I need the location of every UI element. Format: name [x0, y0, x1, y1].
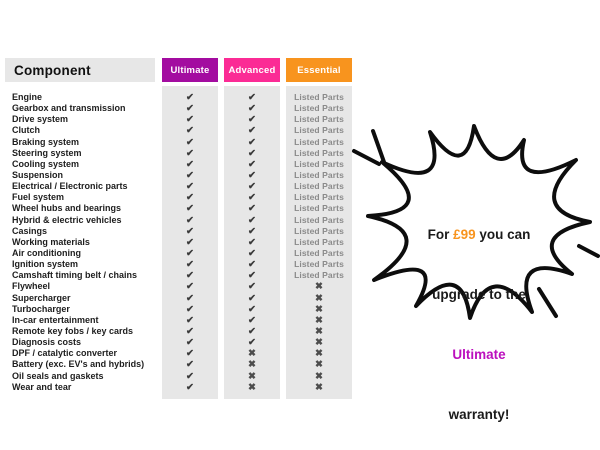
- table-row: [0, 125, 360, 136]
- check-icon: ✔: [186, 192, 194, 204]
- check-icon: ✔: [248, 192, 256, 204]
- table-row: [0, 226, 360, 237]
- check-icon: ✔: [186, 292, 194, 304]
- component-name: Turbocharger: [12, 303, 70, 314]
- check-icon: ✔: [186, 147, 194, 159]
- table-row: [0, 114, 360, 125]
- component-name: Casings: [12, 225, 48, 236]
- listed-parts-label: Listed Parts: [294, 147, 344, 158]
- table-row: [0, 371, 360, 382]
- check-icon: ✔: [186, 270, 194, 282]
- callout-ultimate: Ultimate: [452, 347, 506, 362]
- component-column-header: [5, 58, 155, 82]
- check-icon: ✔: [186, 247, 194, 259]
- component-name: Working materials: [12, 236, 90, 247]
- table-row: [0, 259, 360, 270]
- check-icon: ✔: [248, 314, 256, 326]
- check-icon: ✔: [186, 214, 194, 226]
- accent-line-top-left-2: [354, 151, 379, 164]
- check-icon: ✔: [248, 169, 256, 181]
- listed-parts-label: Listed Parts: [294, 181, 344, 192]
- table-row: [0, 337, 360, 348]
- table-row: [0, 304, 360, 315]
- check-icon: ✔: [186, 125, 194, 137]
- cross-icon: ✖: [315, 359, 323, 371]
- callout-line-2: upgrade to the: [432, 287, 526, 302]
- callout-text: [396, 185, 562, 450]
- check-icon: ✔: [186, 314, 194, 326]
- check-icon: ✔: [186, 370, 194, 382]
- check-icon: ✔: [186, 92, 194, 103]
- component-name: Steering system: [12, 147, 82, 158]
- component-name: Cooling system: [12, 158, 80, 169]
- callout-line-1: For £99 you can: [427, 227, 531, 242]
- component-name: Battery (exc. EV's and hybrids): [12, 359, 145, 370]
- check-icon: ✔: [248, 92, 256, 103]
- check-icon: ✔: [248, 147, 256, 159]
- component-name: Gearbox and transmission: [12, 103, 126, 114]
- listed-parts-label: Listed Parts: [294, 247, 344, 258]
- table-row: [0, 170, 360, 181]
- check-icon: ✔: [248, 259, 256, 271]
- cross-icon: ✖: [315, 370, 323, 382]
- component-name: Clutch: [12, 125, 40, 136]
- plan-header-ultimate: Ultimate: [162, 58, 218, 82]
- check-icon: ✔: [248, 136, 256, 148]
- plan-header-advanced: Advanced: [224, 58, 280, 82]
- check-icon: ✔: [186, 203, 194, 215]
- table-row: [0, 315, 360, 326]
- check-icon: ✔: [248, 203, 256, 215]
- check-icon: ✔: [186, 136, 194, 148]
- check-icon: ✔: [186, 158, 194, 170]
- component-name: Fuel system: [12, 192, 65, 203]
- listed-parts-label: Listed Parts: [294, 136, 344, 147]
- component-name: Engine: [12, 92, 43, 102]
- check-icon: ✔: [248, 158, 256, 170]
- component-name: Diagnosis costs: [12, 337, 82, 348]
- component-name: Drive system: [12, 114, 69, 125]
- table-row: [0, 382, 360, 393]
- check-icon: ✔: [186, 114, 194, 126]
- table-row: [0, 270, 360, 281]
- component-name: Ignition system: [12, 259, 79, 270]
- check-icon: ✔: [248, 114, 256, 126]
- accent-line-right: [579, 246, 598, 256]
- table-row: [0, 237, 360, 248]
- listed-parts-label: Listed Parts: [294, 158, 344, 169]
- table-row: [0, 348, 360, 359]
- table-row: [0, 293, 360, 304]
- check-icon: ✔: [248, 236, 256, 248]
- check-icon: ✔: [248, 292, 256, 304]
- component-name: Flywheel: [12, 281, 51, 292]
- component-name: Hybrid & electric vehicles: [12, 214, 122, 225]
- check-icon: ✔: [186, 303, 194, 315]
- component-name: DPF / catalytic converter: [12, 348, 118, 359]
- listed-parts-label: Listed Parts: [294, 203, 344, 214]
- check-icon: ✔: [186, 381, 194, 393]
- component-name: Suspension: [12, 169, 64, 180]
- cross-icon: ✖: [315, 325, 323, 337]
- cross-icon: ✖: [315, 348, 323, 360]
- table-row: [0, 215, 360, 226]
- check-icon: ✔: [248, 181, 256, 193]
- check-icon: ✔: [186, 103, 194, 115]
- component-name: Camshaft timing belt / chains: [12, 270, 138, 281]
- plan-header-essential: Essential: [286, 58, 352, 82]
- check-icon: ✔: [248, 225, 256, 237]
- listed-parts-label: Listed Parts: [294, 114, 344, 125]
- table-row: [0, 148, 360, 159]
- check-icon: ✔: [248, 270, 256, 282]
- table-row: [0, 92, 360, 103]
- check-icon: ✔: [186, 325, 194, 337]
- check-icon: ✔: [248, 103, 256, 115]
- cross-icon: ✖: [315, 381, 323, 393]
- component-name: Wear and tear: [12, 381, 72, 392]
- cross-icon: ✖: [315, 292, 323, 304]
- cross-icon: ✖: [315, 303, 323, 315]
- check-icon: ✔: [248, 247, 256, 259]
- table-row: [0, 248, 360, 259]
- table-row: [0, 103, 360, 114]
- table-row: [0, 192, 360, 203]
- accent-line-top-left-1: [373, 131, 384, 162]
- component-name: Wheel hubs and bearings: [12, 203, 122, 214]
- check-icon: ✔: [186, 181, 194, 193]
- check-icon: ✔: [248, 337, 256, 349]
- component-name: Electrical / Electronic parts: [12, 181, 128, 192]
- cross-icon: ✖: [315, 281, 323, 293]
- cross-icon: ✖: [248, 359, 256, 371]
- callout-price: £99: [453, 227, 476, 242]
- table-row: [0, 281, 360, 292]
- table-row: [0, 137, 360, 148]
- check-icon: ✔: [186, 169, 194, 181]
- check-icon: ✔: [248, 281, 256, 293]
- table-body: [0, 92, 360, 393]
- listed-parts-label: Listed Parts: [294, 214, 344, 225]
- check-icon: ✔: [248, 214, 256, 226]
- listed-parts-label: Listed Parts: [294, 192, 344, 203]
- listed-parts-label: Listed Parts: [294, 92, 344, 102]
- check-icon: ✔: [186, 225, 194, 237]
- component-header-label: Component: [14, 62, 91, 78]
- component-name: In-car entertainment: [12, 314, 99, 325]
- component-name: Remote key fobs / key cards: [12, 325, 134, 336]
- listed-parts-label: Listed Parts: [294, 225, 344, 236]
- cross-icon: ✖: [315, 314, 323, 326]
- component-name: Braking system: [12, 136, 80, 147]
- cross-icon: ✖: [248, 348, 256, 360]
- table-row: [0, 203, 360, 214]
- table-row: [0, 326, 360, 337]
- listed-parts-label: Listed Parts: [294, 125, 344, 136]
- check-icon: ✔: [186, 359, 194, 371]
- check-icon: ✔: [248, 125, 256, 137]
- check-icon: ✔: [186, 259, 194, 271]
- listed-parts-label: Listed Parts: [294, 236, 344, 247]
- table-row: [0, 159, 360, 170]
- cross-icon: ✖: [248, 381, 256, 393]
- component-name: Air conditioning: [12, 247, 81, 258]
- listed-parts-label: Listed Parts: [294, 103, 344, 114]
- table-row: [0, 181, 360, 192]
- component-name: Oil seals and gaskets: [12, 370, 104, 381]
- listed-parts-label: Listed Parts: [294, 259, 344, 270]
- check-icon: ✔: [186, 236, 194, 248]
- check-icon: ✔: [186, 337, 194, 349]
- check-icon: ✔: [186, 281, 194, 293]
- check-icon: ✔: [248, 303, 256, 315]
- check-icon: ✔: [186, 348, 194, 360]
- check-icon: ✔: [248, 325, 256, 337]
- listed-parts-label: Listed Parts: [294, 270, 344, 281]
- table-row: [0, 359, 360, 370]
- cross-icon: ✖: [315, 337, 323, 349]
- component-name: Supercharger: [12, 292, 71, 303]
- callout-line-4: warranty!: [448, 407, 510, 422]
- cross-icon: ✖: [248, 370, 256, 382]
- listed-parts-label: Listed Parts: [294, 169, 344, 180]
